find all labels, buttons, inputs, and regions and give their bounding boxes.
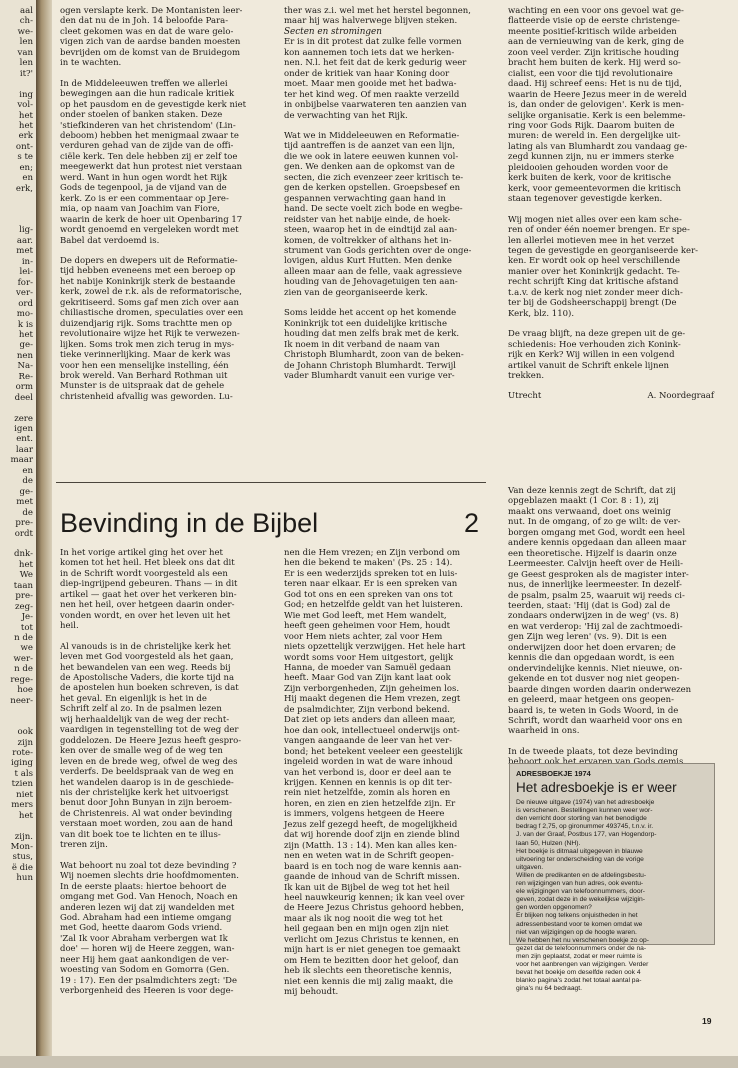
- article-part-number: 2: [464, 508, 480, 538]
- adjacent-text-fragment: orm: [15, 382, 33, 393]
- adjacent-text-fragment: wer-: [13, 653, 33, 664]
- adjacent-text-fragment: ë die: [11, 862, 33, 873]
- adjacent-text-fragment: rege-: [10, 674, 33, 685]
- top-column-1-paragraph: De dopers en dwepers uit de Reformatie- tijd hebben eveneens met een beroep op het nabije Koninkrijk sterk de bestaande kerk, zowel de r.k. als de reformatorische, gekritiseerd. Soms gaf men zich over aan chiliastische dromen, speculaties over een duizendjarig rijk. Soms trachtte men op revolutionaire wijze het Rijk te verwezen- lijken. Soms trok men zich terug in mys- tieke verinnerlijking. Maar de kerk was voor hen een menselijke instelling, één brok wereld. Van Berhard Rothman uit Munster is de uitspraak dat de gehele christenheid afvallig was geworden. Lu-: [60, 255, 244, 402]
- adjacent-text-fragment: ge-: [19, 340, 33, 351]
- mid-column-3-text-b: In de tweede plaats, tot deze bevinding: [508, 746, 678, 757]
- adjacent-text-fragment: ordt: [14, 528, 33, 539]
- adjacent-text-fragment: nen: [16, 350, 33, 361]
- adjacent-text-fragment: ord: [18, 298, 33, 309]
- adjacent-text-fragment: taan: [13, 580, 33, 591]
- signature-author: A. Noordegraaf: [647, 391, 714, 402]
- adjacent-text-fragment: zere: [14, 413, 33, 424]
- adjacent-text-fragment: het: [18, 559, 33, 570]
- adjacent-text-fragment: het: [18, 120, 33, 131]
- adjacent-text-fragment: it?': [19, 68, 33, 79]
- adjacent-text-fragment: len: [19, 37, 33, 48]
- page-number: 19: [702, 1016, 712, 1026]
- adjacent-text-fragment: ont-: [15, 141, 33, 152]
- adjacent-text-fragment: k is: [17, 319, 33, 330]
- adjacent-text-fragment: erk,: [15, 183, 33, 194]
- adjacent-text-fragment: maar: [10, 455, 33, 466]
- adjacent-text-fragment: en: [22, 465, 33, 476]
- adjacent-text-fragment: We: [19, 570, 33, 581]
- article-column-1-paragraph: Wat behoort nu zoal tot deze bevinding ? Wij noemen slechts drie hoofdmomenten. In de eerste plaats: hiertoe behoort de omgang met God. Van Henoch, Noach en anderen lezen wij dat zij wandelden met God. Abraham had een intieme omgang met God, heette daarom Gods vriend. 'Zal Ik voor Abraham verbergen wat Ik doe' — horen wij de Heere zeggen, wan- neer Hij hem gaat aankondigen de ver- woesting van Sodom en Gomorra (Gen. 19 : 17). Een der psalmdichters zegt: 'De verborgenheid des Heeren is voor dege-: [60, 860, 239, 997]
- top-column-3-body: [508, 6, 714, 381]
- adjacent-text-fragment: len: [19, 58, 33, 69]
- adjacent-page-fragment: [0, 0, 36, 1068]
- signature-place: Utrecht: [508, 391, 542, 402]
- top-column-3-paragraph: wachting en een voor ons gevoel wat ge- flatteerde visie op de eerste christenge- meente positief-kritisch wilde arbeiden aan de vernieuwing van de kerk, ging de zoon veel verder. Zijn kritische houding bracht hem buiten de kerk. Hij werd so- cialist, een voor die tijd revolutionaire daad. Hij schreef eens: Het is nu de tijd, waarin de Heere Jezus meer in de wereld is, dan onder de gelovigen'. Kerk is men- selijke organisatie. Kerk is een belemme- ring voor Gods Rijk. Daarom buiten de muren: de wereld in. Een dergelijke uit- lating als van Blumhardt zou vandaag ge- zegd kunnen zijn, nu er immers sterke pleidooien gehouden worden voor de kerk buiten de kerk, voor de kritische kerk, voor gemeentevormen die kritisch staan tegenover gevestigde kerken.: [508, 6, 688, 205]
- adjacent-text-fragment: het: [18, 110, 33, 121]
- adjacent-text-fragment: van: [17, 47, 33, 58]
- adjacent-text-fragment: ge-: [19, 486, 33, 497]
- mid-column-3-text: Van deze kennis zegt de Schrift, dat zij opgeblazen maakt (1 Cor. 8 : 1), zij maakt ons verwaand, doet ons weinig nut. In de omgang, of zo ge wilt: de ver- borgen omgang met God, wordt een heel andere kennis opgedaan dan alleen maar een theoretische. Hijzelf is daarin onze Leermeester. Calvijn heeft over de Heili- ge Geest gesproken als de magister inter- nus, de innerlijke leermeester. In dezelf- de psalm, psalm 25, waaruit wij reeds ci- teerden, staat: 'Hij (dat is God) zal de zondaars onderwijzen in de weg' (vs. 8) en wat verderop: 'Hij zal de zachtmoedi- gen Zijn weg leren' (vs. 9). Dit is een onderwijzen door het doen ervaren; de kennis die dan opgedaan wordt, is een ondervindelijke kennis. Niet nieuwe, on- gekende en tot dusver nog niet geopen- baarde dingen worden daarin onderwezen en geleerd, maar hetgeen ons geopen- baard is, te weten in Gods Woord, in de Schrift, wordt dan waarheid voor ons en waarheid in ons.: [508, 486, 692, 737]
- adjacent-text-fragment: in-: [21, 256, 33, 267]
- page-bottom-edge: [0, 1056, 738, 1068]
- adjacent-text-fragment: iging: [10, 758, 33, 769]
- adjacent-text-fragment: Re-: [18, 371, 33, 382]
- adjacent-text-fragment: hoe: [17, 685, 33, 696]
- adjacent-text-fragment: mers: [11, 800, 33, 811]
- adjacent-text-fragment: Je-: [21, 612, 33, 623]
- section-subhead: Secten en stromingen: [284, 26, 382, 37]
- article-column-1-paragraph: In het vorige artikel ging het over het komen tot het heil. Het bleek ons dat dit in de Schrift wordt voorgesteld als een diep-ingrijpend gebeuren. Thans — in dit artikel — gaat het over het verkeren bin- nen het heil, over hetgeen daarin onder- vonden wordt, en over het leven uit het heil.: [60, 548, 238, 632]
- signature: [508, 391, 714, 401]
- adjacent-text-fragment: rote-: [12, 747, 33, 758]
- top-column-3: [508, 6, 714, 476]
- adjacent-text-fragment: ing: [19, 89, 33, 100]
- top-column-1-paragraph: In de Middeleeuwen treffen we allerlei bewegingen aan die hun radicale kritiek op het pausdom en de gevestigde kerk niet onder stoelen of banken staken. Deze 'stiefkinderen van het christendom' (Lin- deboom) hebben het menigmaal zwaar te verduren gehad van de zijde van de offi- ciële kerk. Ten dele hebben zij er zelf toe meegewerkt dat hun protest niet verstaan werd. Want in hun ogen wordt het Rijk Gods de tegenpool, ja de vijand van de kerk. Zo is er een commentaar op Jere- mia, op naam van Joachim van Fiore, waarin de kerk de hoer uit Openbaring 17 wordt genoemd en vergeleken wordt met Babel dat verdoemd is.: [60, 78, 247, 246]
- adjacent-text-fragment: en: [22, 173, 33, 184]
- adjacent-text-fragment: lig-: [19, 225, 33, 236]
- top-column-2-paragraph: Soms leidde het accent op het komende Koninkrijk tot een duidelijke kritische houding dat men zelfs brak met de kerk. Ik noem in dit verband de naam van Christoph Blumhardt, zoon van de beken- de Johann Christoph Blumhardt. Terwijl vader Blumhardt vanuit een vurige ver-: [284, 308, 464, 381]
- adjacent-text-fragment: pre-: [15, 591, 33, 602]
- adjacent-text-fragment: tot: [20, 622, 33, 633]
- article-column-2: [284, 548, 490, 1028]
- adjacent-text-fragment: ch-: [19, 16, 33, 27]
- adjacent-text-fragment: stus,: [12, 852, 33, 863]
- adjacent-text-fragment: for-: [17, 277, 33, 288]
- article-title: Bevinding in de Bijbel: [60, 508, 319, 538]
- adjacent-text-fragment: het: [18, 329, 33, 340]
- announcement-box: [509, 763, 715, 993]
- top-column-3-paragraph: De vraag blijft, na deze grepen uit de ge- schiedenis: Hoe verhouden zich Konink- rijk en Kerk? Wij willen in een volgend artikel vanuit de Schrift enkele lijnen trekken.: [508, 329, 686, 381]
- top-column-2: [284, 6, 490, 476]
- top-column-2-intro: ther was z.i. wel met het herstel begonnen, maar hij was halverwege blijven steken.: [284, 6, 471, 27]
- adjacent-text-fragment: met: [16, 497, 33, 508]
- adjacent-text-fragment: t als: [14, 768, 33, 779]
- adjacent-text-fragment: met: [16, 246, 33, 257]
- adjacent-text-fragment: Na-: [17, 361, 33, 372]
- adjacent-text-fragment: pre-: [15, 518, 33, 529]
- adjacent-text-fragment: ver-: [16, 288, 33, 299]
- adjacent-text-fragment: zeg-: [14, 601, 33, 612]
- adjacent-text-fragment: tzien: [11, 779, 33, 790]
- article-column-1-paragraph: Al vanouds is in de christelijke kerk het leven met God voorgesteld als het gaan, het bewandelen van een weg. Reeds bij de Apostolische Vaders, die korte tijd na de apostelen hun boeken schreven, is dat het geval. En eigenlijk is het in de Schrift zelf al zo. In de psalmen lezen wij herhaaldelijk van de weg der recht- vaardigen in tegenstelling tot de weg der goddelozen. De Heere Jezus heeft gespro- ken over de smalle weg of de weg ten leven en de brede weg, ofwel de weg des verderfs. De beeldspraak van de weg en het wandelen daarop is in de geschiede- nis der christelijke kerk het uitvoerigst benut door John Bunyan in zijn beroem- de Christenreis. Al wat onder bevinding verstaan moet worden, zou aan de hand van dit boek toe te lichten en te illus- treren zijn.: [60, 641, 242, 851]
- adjacent-text-fragment: we-: [17, 26, 33, 37]
- adjacent-text-fragment: zijn: [17, 737, 33, 748]
- adjacent-text-fragment: het: [18, 810, 33, 821]
- top-column-2-paragraph: Er is in dit protest dat zulke felle vormen kon aannemen toch iets dat we herken- nen. N.l. het feit dat de kerk gedurig weer onder de kritiek van haar Koning door moet. Maar men gooide met het badwa- ter het kind weg. Of men raakte verzeild in onbijbelse vaarwateren ten aanzien van de verwachting van het Rijk.: [284, 37, 467, 121]
- top-column-2-body: [284, 37, 490, 381]
- adjacent-text-fragment: niet: [16, 789, 33, 800]
- adjacent-text-fragment: en;: [19, 162, 33, 173]
- book-gutter: [36, 0, 52, 1068]
- adjacent-text-fragment: neer-: [10, 695, 33, 706]
- adjacent-text-fragment: vol-: [17, 100, 33, 111]
- top-column-1-paragraph: ogen verslapte kerk. De Montanisten leer- den dat nu de in Joh. 14 beloofde Para- cleet gekomen was en dat de ware gelo- vigen zich van de aardse banden moesten bevrijden om de komst van de Bruidegom in te wachten.: [60, 6, 243, 69]
- adjacent-text-fragment: deel: [14, 392, 33, 403]
- adjacent-text-fragment: de: [22, 507, 33, 518]
- adjacent-text-fragment: s te: [17, 152, 33, 163]
- adjacent-text-fragment: erk: [18, 131, 33, 142]
- adjacent-text-fragment: zijn.: [14, 831, 33, 842]
- article-column-2-text: nen die Hem vrezen; en Zijn verbond om hen die bekend te maken' (Ps. 25 : 14). Er is een wederzijds spreken tot en luis- teren naar elkaar. Er is een spreken van God tot ons en een spreken van ons tot God; en hetzelfde geldt van het luisteren. Wie met God leeft, met Hem wandelt, heeft geen geheimen voor Hem, houdt voor Hem niets achter, zal voor Hem niets opzettelijk verzwijgen. Het hele hart wordt soms voor Hem uitgestort, gelijk Hanna, de moeder van Samuël gedaan heeft. Maar God van Zijn kant laat ook Zijn verborgenheden, Zijn geheimen los. Hij maakt degenen die Hem vrezen, zegt de psalmdichter, Zijn verbond bekend. Dat ziet op iets anders dan alleen maar, hoe dan ook, intellectueel onderwijs ont- vangen aangaande de leer van het ver- bond; het betekent veeleer een geestelijk ingeleid worden in wat de ware inhoud van het verbond is, door er deel aan te krijgen. Kennen en kennis is op dit ter- rein niet hetzelfde, zomin als horen en horen, en zien en zien hetzelfde zijn. Er is immers, volgens hetgeen de Heere Jezus zelf gezegd heeft, de mogelijkheid dat wij horende doof zijn en ziende blind zijn (Matth. 13 : 14). Men kan alles ken- nen en weten wat in de Schrift geopen- baard is en toch nog de ware kennis aan- gaande de inhoud van de Schrift missen. Ik kan uit de Bijbel de weg tot het heil heel nauwkeurig kennen; ik kan veel over de Heere Jezus Christus gehoord hebben, maar als ik nog nooit die weg tot het heil gegaan ben en mijn ogen zijn niet verlicht om Jezus Christus te kennen, en mijn hart is er niet genegen toe gemaakt om Hem te bezitten door het geloof, dan heb ik slechts een theoretische kennis, niet een kennis die mij zalig maakt, die mij behoudt.: [284, 548, 466, 998]
- adjacent-text-fragment: igen: [14, 424, 33, 434]
- adjacent-text-fragment: ent.: [16, 434, 33, 445]
- announcement-kicker: ADRESBOEKJE 1974: [516, 769, 591, 778]
- adjacent-text-fragment: lei-: [19, 267, 33, 278]
- top-column-2-paragraph: Wat we in Middeleeuwen en Reformatie- tijd aantreffen is de aanzet van een lijn, die we ook in latere eeuwen kunnen vol- gen. We denken aan de opkomst van de secten, die zich evenzeer zeer kritisch te- gen de kerken opstellen. Groepsbesef en gespannen verwachting gaan hand in hand. De secte voelt zich bode en wegbe- reidster van het nabije einde, de hoek- steen, waarop het in de eindtijd zal aan- komen, de voltrekker of althans het in- strument van Gods gerichten over de onge- lovigen, aldus Kurt Hutten. Men denke alleen maar aan de felle, vaak agressieve houding van de Jehovagetuigen ten aan- zien van de georganiseerde kerk.: [284, 130, 472, 298]
- adjacent-text-fragment: hun: [16, 873, 33, 884]
- announcement-title: Het adresboekje is er weer: [516, 780, 677, 796]
- adjacent-text-fragment: n de: [14, 664, 33, 675]
- article-column-1: [60, 548, 266, 1028]
- adjacent-text-fragment: de: [22, 476, 33, 487]
- adjacent-text-fragment: Mon-: [10, 842, 33, 852]
- announcement-text: De nieuwe uitgave (1974) van het adresboekje is verschenen. Bestellingen kunnen weer wor- den verricht door storting van het benodigde bedrag f 2,75, op gironummer 493745, t.n.v. ir. J. van der Graaf, Postbus 177, van Hogendorp- laan 50, Hulzen (NH). Het boekje is ditmaal uitgegeven in blauwe uitvoering ter onderscheiding van de vorige uitgaven. Willen de predikanten en de afdelingsbestu- ren wijzigingen van hun adres, ook eventu- ele wijzigingen van telefoonnummers, door- geven, zodat deze in de wekelijkse wijzigin- gen worden opgenomen? Er blijken nog telkens onjuistheden in het adressenbestand voor te komen omdat we niet van wijzigingen op de hoogte waren. We hebben het nu verschenen boekje zo op- gezet dat de telefoonnummers onder de na- men zijn geplaatst, zodat er meer ruimte is voor het aanbrengen van wijzigingen. Verder bevat het boekje om deselfde reden ook 4 blanko pagina's zodat het totaal aantal pa- gina's nu 64 bedraagt.: [516, 799, 657, 993]
- adjacent-text-fragment: aal: [20, 6, 33, 16]
- adjacent-text-fragment: ook: [17, 727, 33, 738]
- mid-column-3: [508, 486, 714, 756]
- adjacent-text-fragment: n de: [14, 633, 33, 643]
- adjacent-text-fragment: we: [20, 643, 33, 654]
- top-column-3-paragraph: Wij mogen niet alles over een kam sche- ren of onder één noemer brengen. Er spe- len allerlei motieven mee in het verzet tegen de gevestigde en georganiseerde ker- ken. Er wordt ook op heel verschillende manier over het Koninkrijk gedacht. Te- recht schrijft King dat kritische afstand t.a.v. de kerk nog niet zonder meer dich- ter bij de Godsheerschappij brengt (De Kerk, blz. 110).: [508, 214, 699, 319]
- adjacent-text-fragment: mo-: [16, 309, 33, 320]
- adjacent-text-fragment: laar: [15, 444, 33, 455]
- adjacent-text-fragment: aar.: [16, 235, 33, 246]
- top-column-1: [60, 6, 266, 476]
- section-divider: [56, 482, 486, 483]
- adjacent-text-fragment: dnk-: [14, 549, 33, 560]
